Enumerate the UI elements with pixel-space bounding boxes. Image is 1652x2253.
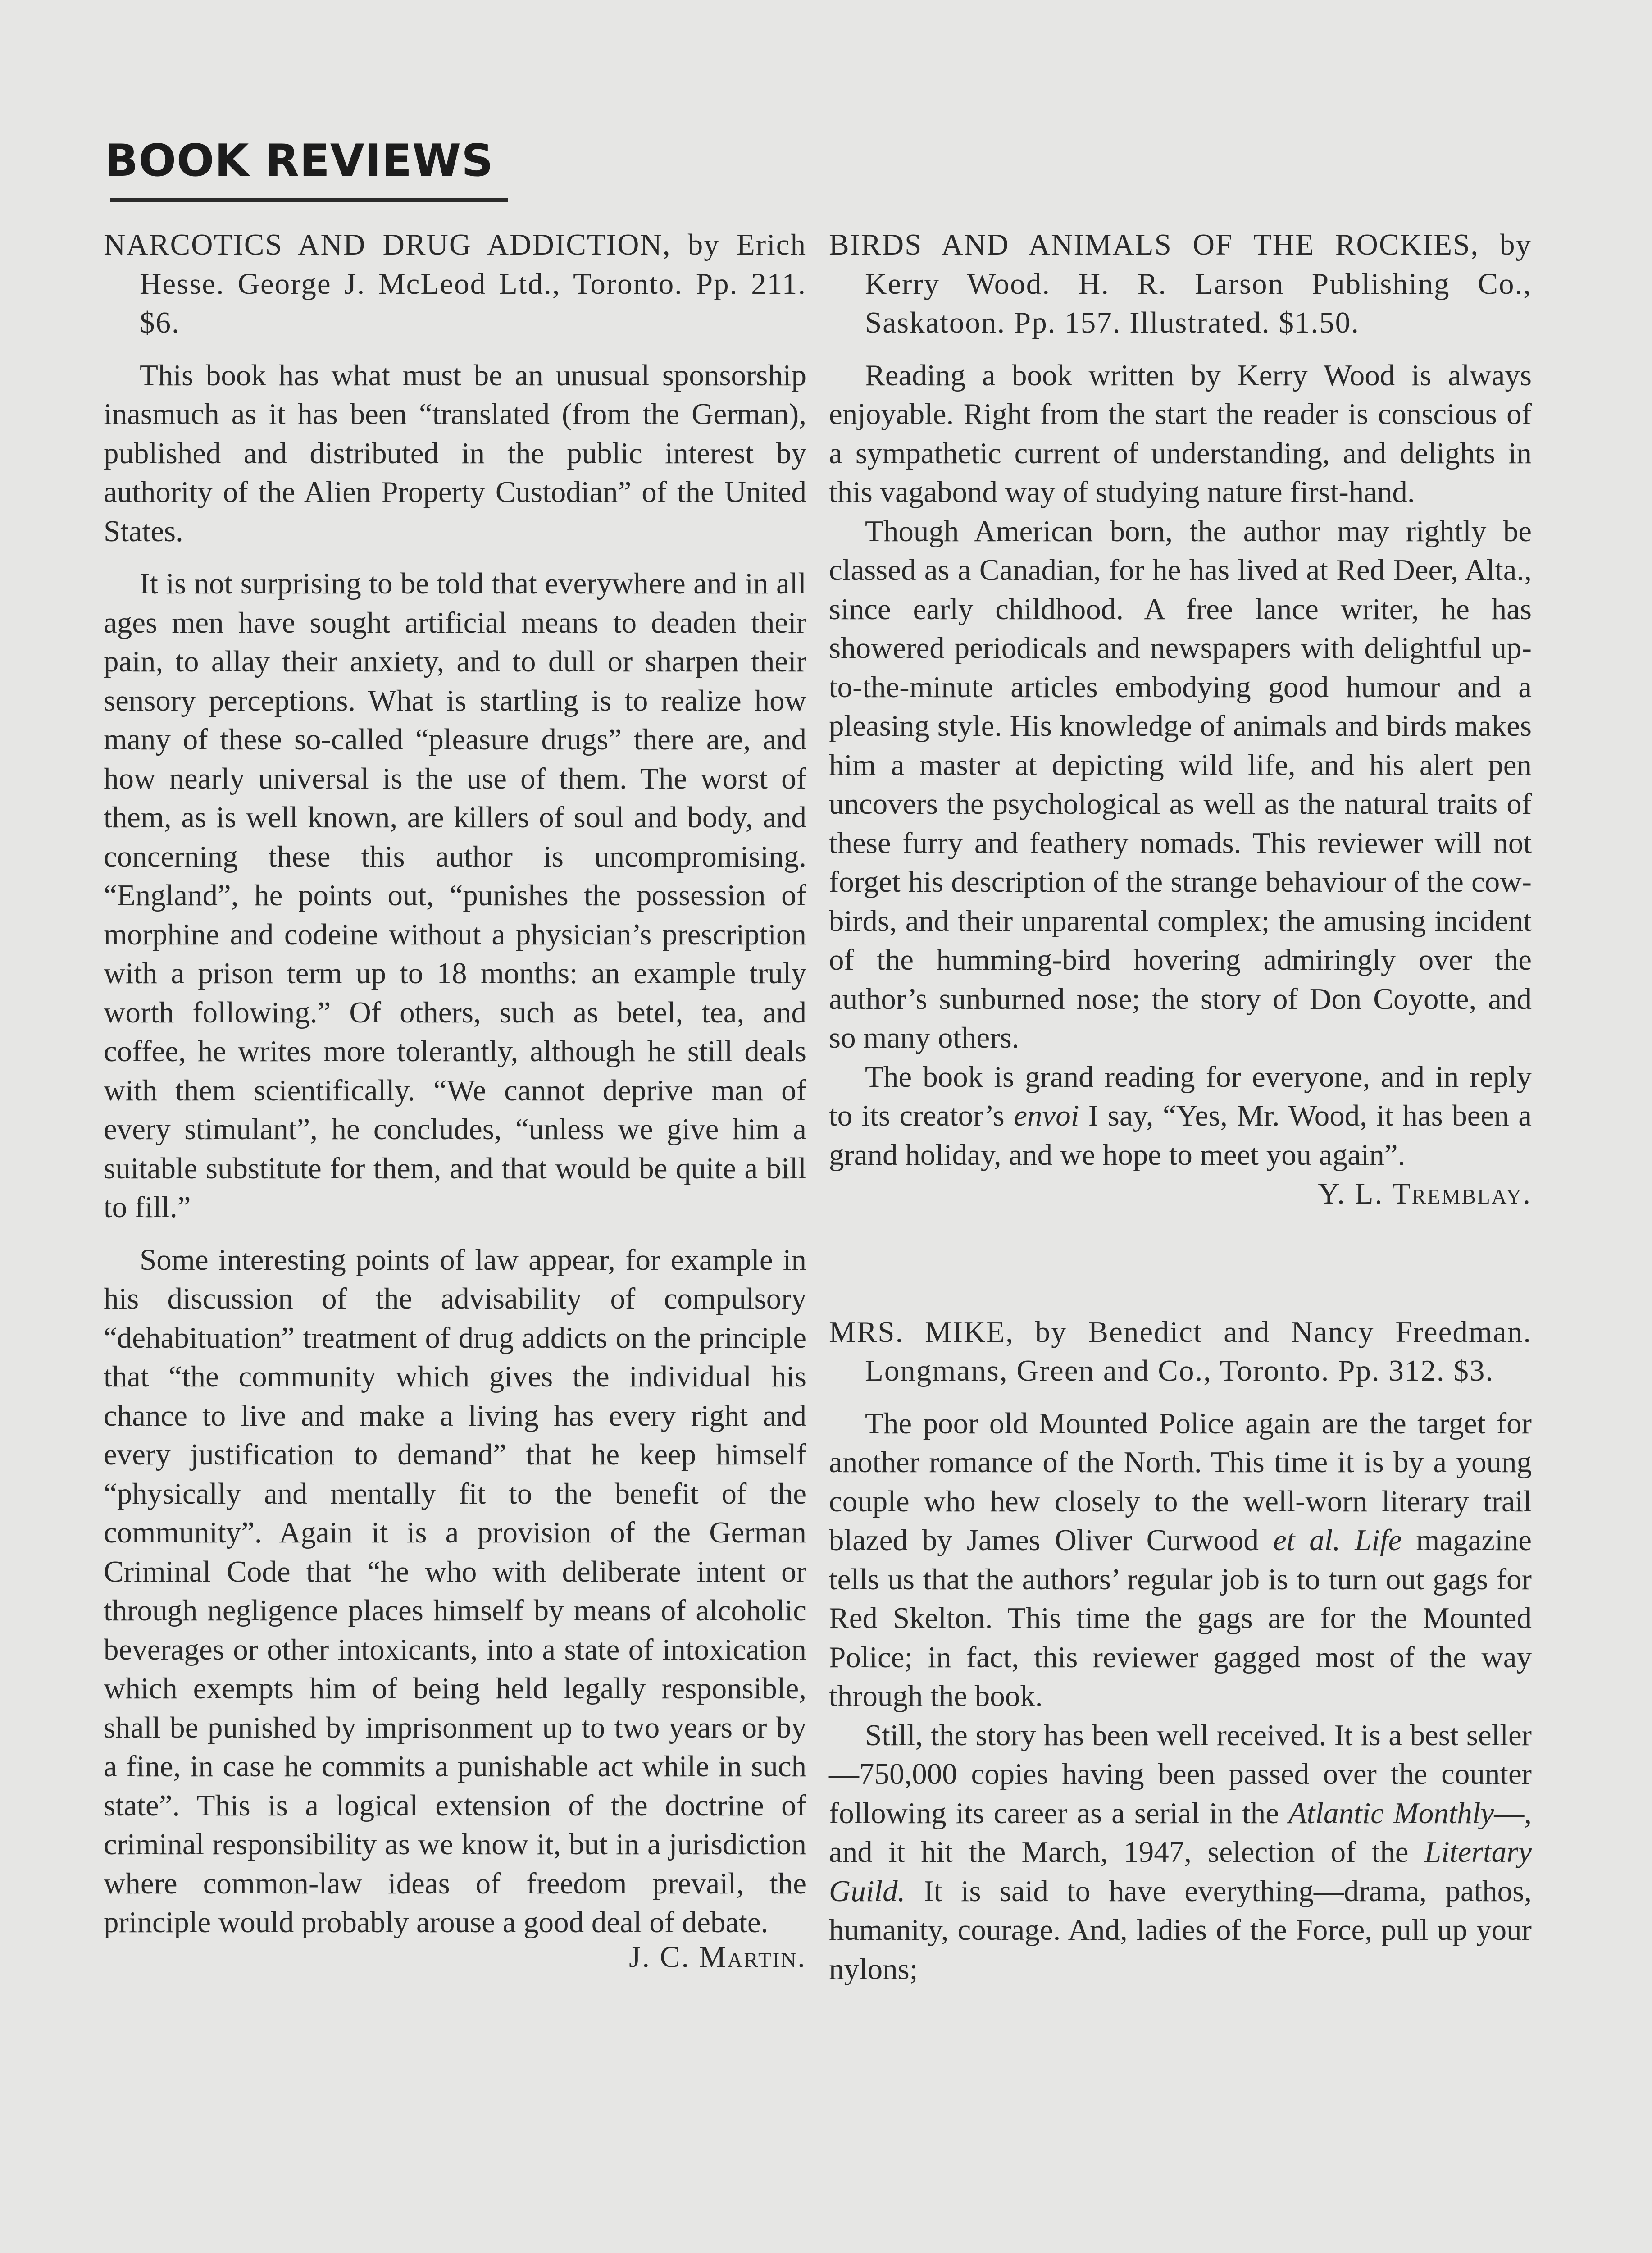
- text-run: I say, “Yes, Mr. Wood, it has been a grand holiday, and we hope to meet you again”.: [829, 1099, 1532, 1172]
- review-paragraph: Some interesting points of law appear, for example in his discussion of the advisability of compulsory “dehabituation” treatment of drug addicts on the principle that “the community which gives the individual his chance to live and make a living has every right and every justification to demand” that he keep himself “physically and mentally fit to the benefit of the community”. Again it is a provision of the German Criminal Code that “he who with deliberate intent or through negligence places himself by means of alcoholic beverages or other intoxicants, into a state of intoxication which exempts him of being held legally responsible, shall be punished by imprisonment up to two years or by a fine, in case he commits a punishable act while in such state”. This is a logical extension of the doctrine of criminal responsibility as we know it, but in a jurisdiction where common-law ideas of freedom prevail, the principle would probably arouse a good deal of debate.: [104, 1243, 806, 1939]
- text-run: Still, the story has been well received. It is a best seller—750,000 copies having been passed over the counter following its career as a serial in the: [829, 1718, 1532, 1830]
- italic-term: Litertary Guild.: [829, 1835, 1532, 1908]
- italic-term: Atlantic Monthly: [1288, 1796, 1494, 1830]
- review-paragraph: Though American born, the author may rightly be classed as a Canadian, for he has lived at Red Deer, Alta., since early childhood. A free lance writer, he has showered periodicals and newspapers with delightful up-to-the-minute articles embodying good humour and a pleasing style. His knowledge of animals and birds makes him a master at depicting wild life, and his alert pen uncovers the psychological as well as the natural traits of these furry and feathery nomads. This reviewer will not forget his description of the strange behaviour of the cow-birds, and their unparental complex; the amusing incident of the humming-bird hovering admiringly over the author’s sunburned nose; the story of Don Coyotte, and so many others.: [829, 514, 1532, 1054]
- italic-term: Life: [1355, 1523, 1402, 1557]
- text-run: magazine tells us that the authors’ regular job is to turn out gags for Red Skelton. This time the gags are for the Mounted Police; in fact, this reviewer gagged most of the way through the book.: [829, 1523, 1532, 1713]
- text-run: [1340, 1523, 1355, 1557]
- review-heading: BIRDS AND ANIMALS OF THE ROCKIES, by Kerry Wood. H. R. Larson Publishing Co., Saskatoon. Pp. 157. Illustrated. $1.50.: [829, 228, 1532, 339]
- italic-term: envoi: [1014, 1099, 1079, 1132]
- review-paragraph: [829, 1404, 1532, 1716]
- review-narcotics: [104, 225, 806, 1976]
- left-column: [104, 225, 806, 1976]
- section-title: BOOK REVIEWS: [105, 135, 494, 187]
- review-paragraph: [829, 1058, 1532, 1175]
- reviewer-signature: J. C. Martin.: [629, 1940, 806, 1974]
- reviewer-signature: Y. L. Tremblay.: [1318, 1177, 1532, 1210]
- review-heading: MRS. MIKE, by Benedict and Nancy Freedman. Longmans, Green and Co., Toronto. Pp. 312. $3.: [829, 1315, 1532, 1387]
- review-separator: [829, 1213, 1532, 1313]
- text-run: The book is grand reading for everyone, and in reply to its creator’s: [829, 1060, 1532, 1132]
- text-run: —, and it hit the March, 1947, selection of the: [829, 1796, 1532, 1869]
- italic-term: et al.: [1273, 1523, 1341, 1557]
- review-paragraph: It is not surprising to be told that everywhere and in all ages men have sought artificial means to deaden their pain, to allay their anxiety, and to dull or sharpen their sensory perceptions. What is startling is to realize how many of these so-called “pleasure drugs” there are, and how nearly universal is the use of them. The worst of them, as is well known, are killers of soul and body, and concerning these this author is uncompromising. “England”, he points out, “punishes the possession of morphine and codeine without a physician’s prescription with a prison term up to 18 months: an example truly worth following.” Of others, such as betel, tea, and coffee, he writes more tolerantly, although he still deals with them scientifically. “We cannot deprive man of every stimulant”, he concludes, “unless we give him a suitable substitute for them, and that would be quite a bill to fill.”: [104, 567, 806, 1224]
- review-heading: NARCOTICS AND DRUG ADDICTION, by Erich Hesse. George J. McLeod Ltd., Toronto. Pp. 211. $6.: [104, 228, 806, 339]
- review-mrs-mike: [829, 1313, 1532, 1989]
- text-run: It is said to have everything—drama, pathos, humanity, courage. And, ladies of the Force, pull up your nylons;: [829, 1874, 1532, 1986]
- review-birds-animals: [829, 225, 1532, 1213]
- review-paragraph: Reading a book written by Kerry Wood is always enjoyable. Right from the start the reader is conscious of a sympathetic current of understanding, and delights in this vagabond way of studying nature first-hand.: [829, 358, 1532, 509]
- right-column: [829, 225, 1532, 1988]
- text-run: The poor old Mounted Police again are the target for another romance of the North. This time it is by a young couple who hew closely to the well-worn literary trail blazed by James Oliver Curwood: [829, 1406, 1532, 1557]
- title-underline: [110, 198, 508, 202]
- review-paragraph: This book has what must be an unusual sponsorship inasmuch as it has been “translated (from the German), published and distributed in the public interest by authority of the Alien Property Custodian” of the United States.: [104, 358, 806, 548]
- review-paragraph: [829, 1716, 1532, 1989]
